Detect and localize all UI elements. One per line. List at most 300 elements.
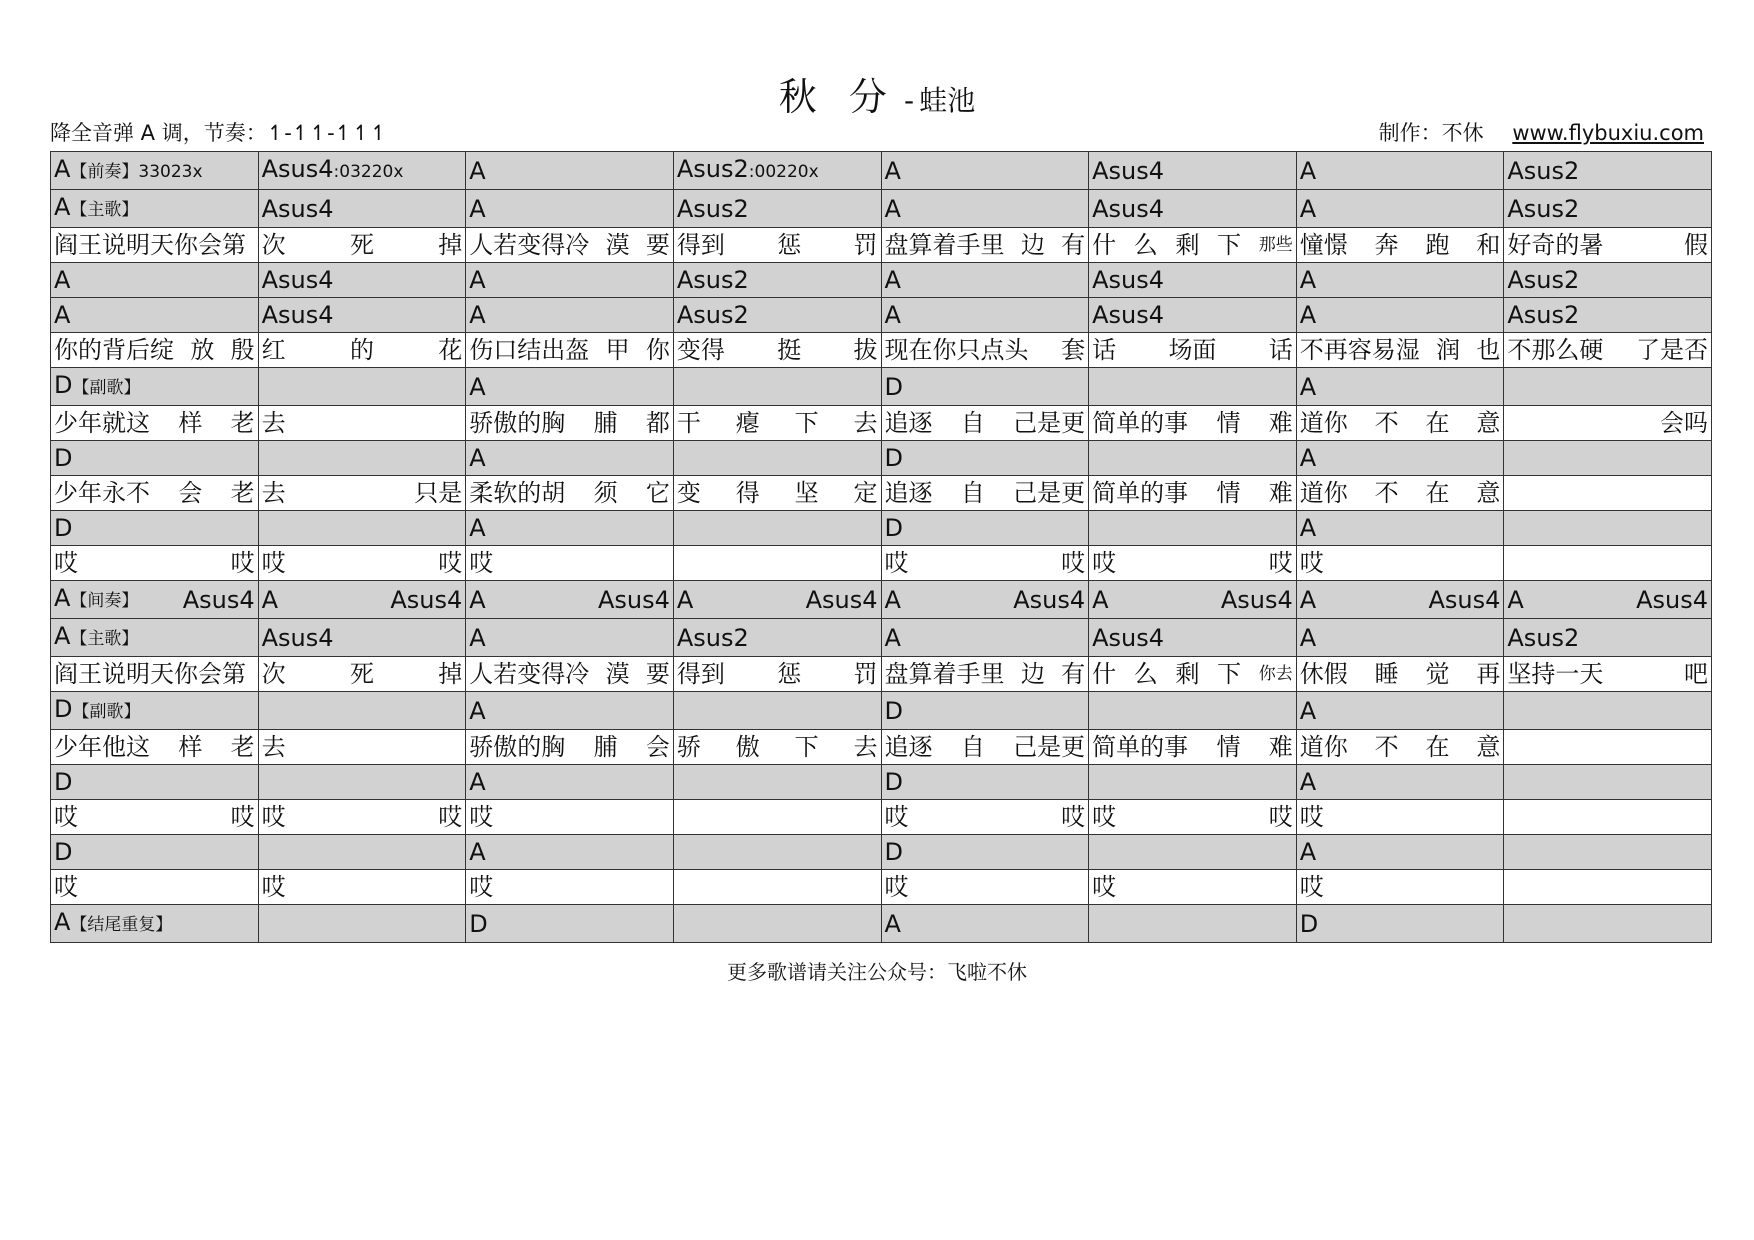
lyric-text: 死 [349, 231, 374, 259]
chord-name: D [54, 695, 73, 723]
chord-row [51, 835, 1712, 870]
lyric-cell [258, 228, 466, 263]
chord-cell [258, 619, 466, 657]
chord-name: A [884, 585, 901, 614]
chord-cell [881, 441, 1089, 476]
chord-name: A [54, 266, 71, 294]
lyric-row [51, 228, 1712, 263]
chord-cell [881, 263, 1089, 298]
chord-name: D [54, 838, 73, 866]
chord-name: A [469, 768, 486, 796]
lyric-cell [673, 870, 881, 905]
lyric-text: 阎王说明天你会第 [54, 231, 246, 259]
chord-name: A [469, 194, 486, 223]
lyric-text: 简单的事 [1092, 479, 1189, 507]
lyric-text: 去 [261, 409, 286, 437]
lyric-text: 盘算着手里 [884, 231, 1005, 259]
chord-cell [51, 511, 259, 546]
lyric-text: 干 [676, 409, 701, 437]
lyric-cell [673, 657, 881, 692]
lyric-cell [1504, 800, 1712, 835]
lyric-row [51, 406, 1712, 441]
chord-cell [1296, 441, 1504, 476]
lyric-text: 哎 [438, 549, 463, 577]
lyric-text: 要 [645, 231, 670, 259]
lyric-text: 哎 [261, 549, 286, 577]
lyric-text: 情 [1216, 733, 1241, 761]
lyric-row [51, 730, 1712, 765]
lyric-text: 自 [960, 409, 985, 437]
lyric-cell [881, 228, 1089, 263]
lyric-text: 剩 [1175, 231, 1200, 259]
lyric-text: 放 [190, 336, 215, 364]
chord-name: A [54, 193, 71, 221]
lyric-text: 哎 [54, 803, 78, 831]
lyric-text: 它 [645, 479, 670, 507]
lyric-cell [258, 333, 466, 368]
chord-cell [1504, 190, 1712, 228]
lyric-text: 么 [1133, 231, 1158, 259]
chord-cell [673, 152, 881, 190]
chord-cell [51, 263, 259, 298]
chord-cell [1296, 368, 1504, 406]
lyric-text: 老 [230, 479, 255, 507]
chord-cell [51, 692, 259, 730]
chord-note: 【副歌】 [72, 378, 141, 398]
chord-cell [258, 298, 466, 333]
lyric-text: 哎 [1092, 873, 1117, 901]
lyric-cell [51, 476, 259, 511]
lyric-cell [673, 476, 881, 511]
lyric-cell [258, 476, 466, 511]
chord-row [51, 581, 1712, 619]
chord-name: A [54, 301, 71, 329]
footer-note: 更多歌谱请关注公众号：飞啦不休 [727, 960, 1027, 984]
lyric-text: 再 [1476, 660, 1501, 688]
chord-name: A [469, 623, 486, 652]
chord-name: A [1299, 514, 1317, 542]
chord-cell [1296, 619, 1504, 657]
lyric-row [51, 333, 1712, 368]
chord-cell [881, 835, 1089, 870]
chord-cell [1504, 619, 1712, 657]
lyric-text: 哎 [438, 803, 463, 831]
chord-cell [1296, 905, 1504, 943]
lyric-cell [1089, 546, 1297, 581]
chord-cell [1504, 368, 1712, 406]
chord-cell [1296, 835, 1504, 870]
lyric-cell [258, 870, 466, 905]
lyric-text: 伤口结出盔 [469, 336, 590, 364]
lyric-text: 了是否 [1636, 336, 1708, 364]
lyric-text: 人若变得冷 [469, 231, 590, 259]
chord-cell [673, 765, 881, 800]
lyric-text: 道你 [1299, 733, 1348, 761]
chord-name: A [884, 909, 901, 938]
lyric-text: 会 [178, 479, 203, 507]
lyric-cell [1296, 333, 1504, 368]
lyric-cell [51, 730, 259, 765]
lyric-cell [1504, 870, 1712, 905]
chord-cell [466, 190, 674, 228]
lyric-text: 也 [1476, 336, 1501, 364]
lyric-text: 须 [593, 479, 618, 507]
lyric-text: 你的背后绽 [54, 336, 174, 364]
lyric-text: 瘪 [735, 409, 760, 437]
lyric-text: 哎 [884, 803, 909, 831]
lyric-text: 变得 [676, 336, 725, 364]
chord-name: A [1299, 301, 1317, 329]
lyric-cell [51, 228, 259, 263]
chord-cell [466, 692, 674, 730]
chord-cell [466, 263, 674, 298]
chord-note: 【主歌】 [70, 629, 139, 649]
lyric-cell [1089, 657, 1297, 692]
lyric-text: 道你 [1299, 409, 1348, 437]
lyric-text: 睡 [1374, 660, 1399, 688]
lyric-text: 什 [1092, 231, 1117, 259]
lyric-cell [1296, 730, 1504, 765]
lyric-cell [51, 546, 259, 581]
lyric-cell [51, 406, 259, 441]
lyric-text: 在 [1425, 733, 1450, 761]
lyric-text: 追逐 [884, 479, 933, 507]
chord-name: D [54, 768, 73, 796]
chord-name: D [884, 838, 903, 866]
chord-name: Asus4 [261, 623, 334, 652]
chord-cell [881, 368, 1089, 406]
lyric-text: 掉 [438, 660, 463, 688]
chord-name: Asus2 [1507, 266, 1580, 294]
lyric-text: 老 [230, 409, 255, 437]
lyric-text: 好奇的暑 [1507, 231, 1604, 259]
chord-cell [881, 298, 1089, 333]
lyric-text: 定 [853, 479, 878, 507]
lyric-text: 少年他这 [54, 733, 150, 761]
lyric-row [51, 657, 1712, 692]
chord-cell [673, 441, 881, 476]
lyric-text: 惩 [777, 231, 802, 259]
chord-cell [1504, 835, 1712, 870]
lyric-text: 追逐 [884, 733, 933, 761]
chord-name: A [884, 194, 901, 223]
lyric-cell [1296, 800, 1504, 835]
lyric-text: 追逐 [884, 409, 933, 437]
lyric-cell [466, 870, 674, 905]
chord-name: Asus2 [1507, 623, 1580, 652]
lyric-cell [881, 730, 1089, 765]
lyric-text: 奔 [1374, 231, 1399, 259]
lyric-text: 下 [794, 733, 819, 761]
lyric-cell [881, 546, 1089, 581]
lyric-text: 殷 [230, 336, 255, 364]
chord-cell [881, 905, 1089, 943]
lyric-text: 人若变得冷 [469, 660, 590, 688]
lyric-text: 意 [1476, 409, 1501, 437]
chord-row [51, 765, 1712, 800]
chord-cell [466, 511, 674, 546]
chord-cell [673, 905, 881, 943]
chord-cell [466, 581, 674, 619]
chord-cell [51, 152, 259, 190]
chord-cell [1504, 441, 1712, 476]
chord-name: A [1299, 444, 1317, 472]
lyric-text: 己是更 [1013, 479, 1086, 507]
lyric-text: 哎 [884, 873, 909, 901]
lyric-text: 润 [1436, 336, 1461, 364]
lyric-cell [1504, 406, 1712, 441]
chord-cell [258, 905, 466, 943]
chord-cell [1089, 692, 1297, 730]
chord-name: A [884, 156, 901, 185]
lyric-cell [673, 333, 881, 368]
lyric-cell [1089, 730, 1297, 765]
lyric-cell [881, 333, 1089, 368]
chord-name: Asus2 [676, 194, 749, 223]
lyric-text: 花 [438, 336, 463, 364]
chord-name: A [1299, 623, 1317, 652]
lyric-cell [673, 406, 881, 441]
chord-cell [258, 581, 466, 619]
chord-name: A [54, 155, 71, 183]
chord-cell [881, 619, 1089, 657]
lyric-text: 哎 [469, 873, 494, 901]
chord-cell [258, 765, 466, 800]
lyric-text: 坚 [794, 479, 819, 507]
chord-name: A [1299, 194, 1317, 223]
lyric-cell [881, 870, 1089, 905]
chord-name: A [1299, 696, 1317, 725]
lyric-text: 现在你只点头 [884, 336, 1029, 364]
lyric-text: 哎 [54, 873, 78, 901]
chord-name: Asus4 [1092, 301, 1165, 329]
lyric-cell [258, 800, 466, 835]
lyric-text: 哎 [1299, 803, 1324, 831]
chord-cell [466, 765, 674, 800]
chord-cell [1504, 905, 1712, 943]
lyric-text: 剩 [1175, 660, 1200, 688]
lyric-text: 都 [645, 409, 670, 437]
chord-cell [1296, 190, 1504, 228]
chord-name: A [469, 301, 486, 329]
chord-name: D [884, 372, 903, 401]
chord-sheet [50, 151, 1712, 943]
lyric-text: 自 [960, 733, 985, 761]
lyric-text: 跑 [1425, 231, 1450, 259]
lyric-text: 你去 [1258, 664, 1293, 684]
lyric-cell [1089, 228, 1297, 263]
song-title [0, 66, 1754, 121]
chord-cell [258, 692, 466, 730]
lyric-text: 会 [645, 733, 670, 761]
lyric-text: 得到 [676, 660, 725, 688]
chord-cell [51, 835, 259, 870]
chord-name: A [1299, 156, 1317, 185]
chord-name: Asus4 [182, 585, 255, 614]
lyric-text: 哎 [469, 803, 494, 831]
lyric-text: 死 [349, 660, 374, 688]
lyric-text: 情 [1216, 479, 1241, 507]
chord-name: Asus4 [1092, 156, 1165, 185]
lyric-text: 哎 [1268, 549, 1293, 577]
lyric-text: 只是 [414, 479, 463, 507]
lyric-cell [51, 800, 259, 835]
chord-cell [51, 298, 259, 333]
lyric-text: 哎 [261, 803, 286, 831]
lyric-text: 哎 [1092, 549, 1117, 577]
lyric-text: 盘算着手里 [884, 660, 1005, 688]
website-link[interactable]: www.flybuxiu.com [1512, 121, 1704, 145]
lyric-text: 边 [1020, 231, 1045, 259]
lyric-text: 会吗 [1660, 409, 1708, 437]
chord-row [51, 263, 1712, 298]
lyric-text: 次 [261, 660, 286, 688]
lyric-text: 哎 [1061, 803, 1086, 831]
lyric-text: 次 [261, 231, 286, 259]
lyric-text: 少年就这 [54, 409, 150, 437]
lyric-text: 哎 [261, 873, 286, 901]
chord-name: A [884, 266, 901, 294]
chord-name: A [261, 585, 279, 614]
lyric-text: 套 [1061, 336, 1086, 364]
chord-cell [1089, 619, 1297, 657]
lyric-cell [1504, 228, 1712, 263]
chord-cell [466, 905, 674, 943]
lyric-text: 得到 [676, 231, 725, 259]
lyric-text: 样 [178, 409, 203, 437]
lyric-cell [258, 657, 466, 692]
chord-name: Asus2 [1507, 194, 1580, 223]
lyric-row [51, 800, 1712, 835]
chord-cell [1089, 298, 1297, 333]
chord-name: A [1299, 266, 1317, 294]
lyric-text: 难 [1268, 479, 1293, 507]
lyric-cell [1089, 476, 1297, 511]
lyric-text: 难 [1268, 409, 1293, 437]
lyric-text: 你 [645, 336, 670, 364]
chord-cell [258, 368, 466, 406]
chord-cell [51, 190, 259, 228]
lyric-text: 要 [645, 660, 670, 688]
chord-name: A [469, 838, 486, 866]
lyric-row [51, 476, 1712, 511]
chord-cell [673, 190, 881, 228]
lyric-text: 变 [676, 479, 701, 507]
chord-name: A [469, 514, 486, 542]
chord-name: A [469, 266, 486, 294]
chord-cell [258, 152, 466, 190]
lyric-text: 柔软的胡 [469, 479, 566, 507]
lyric-text: 得 [735, 479, 760, 507]
lyric-text: 哎 [54, 549, 78, 577]
lyric-text: 哎 [1299, 873, 1324, 901]
credits [1379, 117, 1704, 147]
lyric-cell [1504, 657, 1712, 692]
chord-name: A [54, 908, 71, 936]
chord-note: :03220x [333, 162, 404, 182]
chord-cell [1296, 692, 1504, 730]
lyric-text: 红 [261, 336, 286, 364]
lyric-text: 骄傲的胸 [469, 409, 566, 437]
lyric-text: 拔 [853, 336, 878, 364]
chord-name: A [469, 156, 486, 185]
chord-row [51, 692, 1712, 730]
lyric-text: 假 [1684, 231, 1708, 259]
chord-cell [881, 581, 1089, 619]
chord-row [51, 368, 1712, 406]
chord-name: A [1299, 768, 1317, 796]
lyric-text: 老 [230, 733, 255, 761]
lyric-cell [258, 546, 466, 581]
chord-cell [1089, 905, 1297, 943]
chord-name: Asus4 [805, 585, 878, 614]
lyric-cell [466, 228, 674, 263]
lyric-cell [51, 870, 259, 905]
lyric-text: 样 [178, 733, 203, 761]
lyric-text: 简单的事 [1092, 733, 1189, 761]
chord-cell [258, 441, 466, 476]
chord-cell [673, 511, 881, 546]
chord-cell [1504, 511, 1712, 546]
lyric-text: 不 [1374, 479, 1399, 507]
chord-name: A [54, 622, 71, 650]
lyric-text: 傲 [735, 733, 760, 761]
chord-name: D [54, 444, 73, 472]
chord-name: Asus2 [676, 301, 749, 329]
lyric-cell [1089, 333, 1297, 368]
chord-cell [51, 368, 259, 406]
lyric-cell [51, 333, 259, 368]
lyric-text: 脯 [593, 409, 618, 437]
lyric-text: 觉 [1425, 660, 1450, 688]
chord-cell [673, 692, 881, 730]
lyric-text: 有 [1061, 231, 1086, 259]
lyric-cell [466, 406, 674, 441]
chord-cell [258, 835, 466, 870]
chord-cell [673, 368, 881, 406]
chord-name: D [884, 514, 903, 542]
chord-name: A [884, 301, 901, 329]
lyric-text: 自 [960, 479, 985, 507]
chord-cell [1089, 441, 1297, 476]
lyric-cell [1089, 406, 1297, 441]
lyric-cell [673, 730, 881, 765]
lyric-cell [466, 657, 674, 692]
chord-name: A [54, 584, 71, 612]
lyric-row [51, 546, 1712, 581]
lyric-text: 不 [1374, 409, 1399, 437]
chord-note: 【主歌】 [70, 200, 139, 220]
chord-note: 【前奏】33023x [70, 162, 203, 182]
chord-row [51, 619, 1712, 657]
chord-name: A [469, 372, 486, 401]
lyric-cell [1296, 657, 1504, 692]
lyric-text: 吧 [1684, 660, 1708, 688]
chord-note: 【副歌】 [72, 702, 141, 722]
chord-name: Asus2 [676, 623, 749, 652]
chord-name: Asus4 [1092, 194, 1165, 223]
chord-name: A [676, 585, 694, 614]
lyric-cell [1504, 730, 1712, 765]
lyric-text: 罚 [853, 231, 878, 259]
chord-note: :00220x [748, 162, 819, 182]
chord-cell [881, 190, 1089, 228]
chord-cell [1504, 765, 1712, 800]
chord-name: D [54, 514, 73, 542]
chord-cell [51, 765, 259, 800]
chord-cell [258, 263, 466, 298]
chord-name: Asus4 [1092, 266, 1165, 294]
